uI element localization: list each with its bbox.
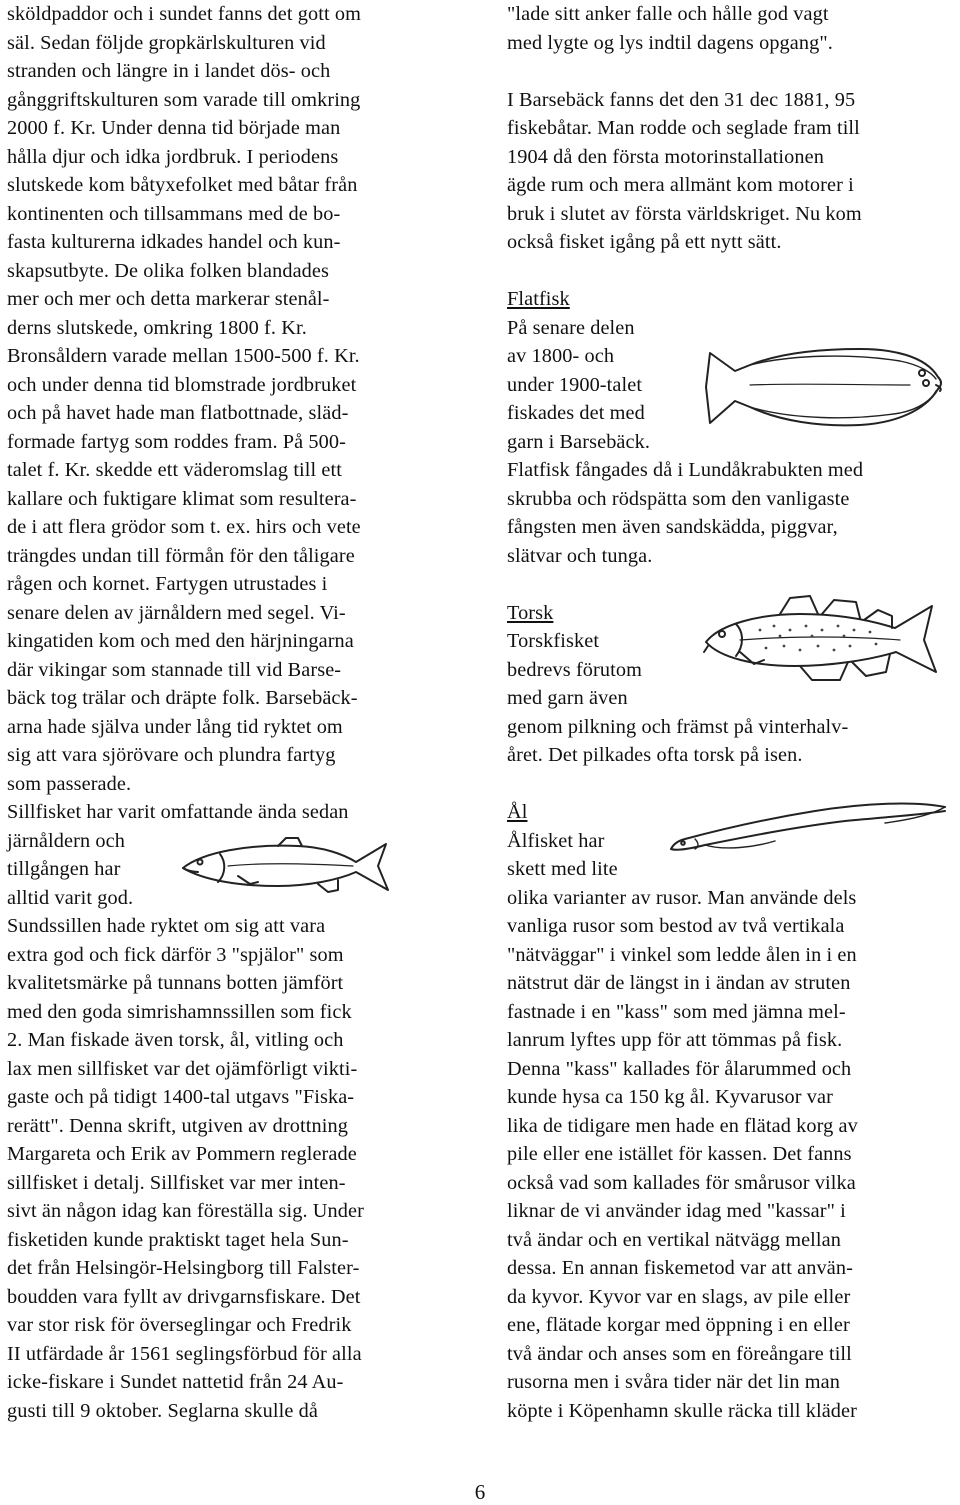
text-line: slätvar och tunga. [507, 544, 653, 567]
text-line: rusorna men i svåra tider när det lin man [507, 1371, 840, 1393]
text-line: "nätväggar" i vinkel som ledde ålen in i en [507, 943, 857, 966]
text-line: kvalitetsmärke på tunnans botten jämfört [7, 972, 344, 994]
text-line: säl. Sedan följde gropkärlskulturen vid [7, 31, 326, 54]
text-line: I Barsebäck fanns det den 31 dec 1881, 95 [507, 88, 856, 111]
page-number: 6 [474, 1480, 486, 1504]
text-line: sillfisket i detalj. Sillfisket var mer inten- [7, 1171, 346, 1194]
text-line: sköldpaddor och i sundet fanns det gott om [7, 3, 362, 25]
text-line: kingatiden kom och med den härjningarna [7, 630, 354, 652]
text-line: som passerade. [7, 772, 132, 795]
text-line: kunde hysa ca 150 kg ål. Kyvarusor var [507, 1086, 833, 1108]
text-line: var stor risk för överseglingar och Fredrik [7, 1314, 352, 1336]
text-line: lanrum lyftes upp för att tömmas på fisk. [507, 1029, 843, 1051]
text-line: rågen och kornet. Fartygen utrustades i [7, 573, 328, 595]
text-line: Ålfisket har [507, 829, 605, 852]
text-line: trängdes undan till förmån för den tåligare [7, 544, 355, 567]
quote-line: "lade sitt anker falle och hålle god vagt [507, 3, 829, 25]
text-line: På senare delen [507, 316, 635, 339]
right-column [507, 0, 947, 1425]
text-line: skett med lite [507, 858, 618, 880]
text-line: gaste och på tidigt 1400-tal utgavs "Fiska- [7, 1086, 355, 1108]
text-line: talet f. Kr. skedde ett väderomslag till ett [7, 459, 342, 481]
text-line: Torskfisket [507, 630, 600, 652]
text-line: tillgången har [7, 858, 121, 880]
text-line: 2000 f. Kr. Under denna tid började man [7, 117, 341, 139]
text-line: alltid varit god. [7, 886, 134, 909]
text-line: sivt än någon idag kan föreställa sig. Under [7, 1200, 364, 1222]
text-line: slutskede kom båtyxefolket med båtar från [7, 174, 358, 196]
text-line: gusti till 9 oktober. Seglarna skulle då [7, 1399, 318, 1422]
text-line: genom pilkning och främst på vinterhalv- [507, 715, 849, 738]
text-line: sig att vara sjörövare och plundra fartyg [7, 744, 336, 766]
left-column [7, 0, 427, 1425]
text-line: da kyvor. Kyvor var en slags, av pile eller [507, 1285, 851, 1308]
text-line: lax men sillfisket var det ojämförligt vikti- [7, 1057, 358, 1080]
text-line: liknar de vi använder idag med "kassar" i [507, 1200, 846, 1222]
cod-illustration [700, 590, 945, 686]
text-line: av 1800- och [507, 345, 615, 367]
text-line: senare delen av järnåldern med segel. Vi- [7, 601, 346, 624]
text-line: ägde rum och mera allmänt kom motorer i [507, 174, 854, 196]
text-line: det från Helsingör-Helsingborg till Falster- [7, 1257, 360, 1279]
text-line: extra god och fick därför 3 "spjälor" som [7, 943, 344, 966]
text-line: fisketiden kunde praktiskt taget hela Sun- [7, 1228, 349, 1251]
text-line: och under denna tid blomstrade jordbruket [7, 373, 357, 396]
text-line: fasta kulturerna idkades handel och kun- [7, 231, 341, 253]
text-line: med garn även [507, 687, 628, 709]
text-line: Margareta och Erik av Pommern reglerade [7, 1143, 357, 1165]
text-line: derns slutskede, omkring 1800 f. Kr. [7, 316, 307, 339]
text-line: där vikingar som stannade till vid Barse- [7, 658, 342, 681]
text-line: ene, flätade korgar med öppning i en eller [507, 1314, 850, 1336]
text-line: boudden vara fyllt av drivgarnsfiskare. Det [7, 1285, 361, 1308]
text-line: fiskebåtar. Man rodde och seglade fram till [507, 117, 860, 139]
text-line: kallare och fuktigare klimat som resultera- [7, 487, 357, 510]
section-heading-flatfisk: Flatfisk [507, 288, 570, 310]
quote-line: med lygte og lys indtil dagens opgang". [507, 31, 833, 54]
text-line: skapsutbyte. De olika folken blandades [7, 259, 330, 282]
text-line: hålla djur och idka jordbruk. I periodens [7, 145, 339, 168]
text-line: gånggriftskulturen som varade till omkring [7, 88, 361, 111]
text-line: arna hade själva under lång tid ryktet om [7, 715, 343, 738]
section-heading-torsk: Torsk [507, 601, 554, 624]
eel-illustration [665, 797, 950, 857]
text-line: garn i Barsebäck. [507, 430, 651, 453]
text-line: formade fartyg som roddes fram. På 500- [7, 430, 347, 453]
text-line: fastnade i en "kass" som med jämna mel- [507, 1000, 846, 1023]
text-line: pile eller ene istället för kassen. Det fanns [507, 1143, 852, 1165]
herring-illustration [178, 832, 398, 900]
text-line: Sundssillen hade ryktet om sig att vara [7, 915, 326, 937]
text-line: de i att flera grödor som t. ex. hirs och vete [7, 516, 361, 538]
text-line: två ändar och en vertikal nätvägg mellan [507, 1228, 841, 1251]
text-line: rerätt". Denna skrift, utgiven av drottning [7, 1114, 348, 1137]
text-line: kontinenten och tillsammans med de bo- [7, 202, 341, 225]
text-line: med den goda simrishamnssillen som fick [7, 1000, 352, 1023]
text-line: Sillfisket har varit omfattande ända sedan [7, 801, 349, 823]
text-line: köpte i Köpenhamn skulle räcka till kläder [507, 1399, 858, 1422]
text-line: året. Det pilkades ofta torsk på isen. [507, 744, 803, 766]
text-line: 2. Man fiskade även torsk, ål, vitling och [7, 1029, 344, 1051]
text-line: stranden och längre in i landet dös- och [7, 60, 331, 82]
text-line: bruk i slutet av första världskriget. Nu kom [507, 202, 862, 225]
text-line: icke-fiskare i Sundet nattetid från 24 Au- [7, 1371, 344, 1393]
text-line: Denna "kass" kallades för ålarummed och [507, 1057, 852, 1080]
text-line: skrubba och rödspätta som den vanligaste [507, 487, 850, 510]
text-line: Bronsåldern varade mellan 1500-500 f. Kr. [7, 345, 360, 367]
text-line: dessa. En annan fiskemetod var att använ- [507, 1257, 853, 1279]
text-line: nätstrut där de längst in i ändan av struten [507, 972, 851, 994]
text-line: mer och mer och detta markerar stenål- [7, 288, 330, 310]
text-line: två ändar och anses som en föreångare till [507, 1342, 852, 1365]
text-line: bäck tog trälar och dräpte folk. Barsebäck- [7, 687, 358, 709]
text-line: järnåldern och [7, 829, 125, 852]
text-line: lika de tidigare men hade en flätad korg av [507, 1114, 858, 1137]
text-line: bedrevs förutom [507, 658, 642, 681]
text-line: också fisket igång på ett nytt sätt. [507, 231, 782, 253]
text-line: också vad som kallades för smårusor vilka [507, 1171, 856, 1194]
text-line: och på havet hade man flatbottnade, släd- [7, 402, 349, 424]
flatfish-illustration [700, 343, 948, 433]
text-line: fångsten men även sandskädda, piggvar, [507, 516, 838, 538]
section-heading-al: Ål [507, 801, 528, 823]
text-line: olika varianter av rusor. Man använde dels [507, 886, 857, 909]
text-line: under 1900-talet [507, 373, 643, 396]
text-line: II utfärdade år 1561 seglingsförbud för alla [7, 1342, 362, 1365]
text-line: vanliga rusor som bestod av två vertikala [507, 915, 845, 937]
text-line: Flatfisk fångades då i Lundåkrabukten med [507, 459, 864, 481]
text-line: fiskades det med [507, 402, 645, 424]
text-line: 1904 då den första motorinstallationen [507, 145, 824, 168]
